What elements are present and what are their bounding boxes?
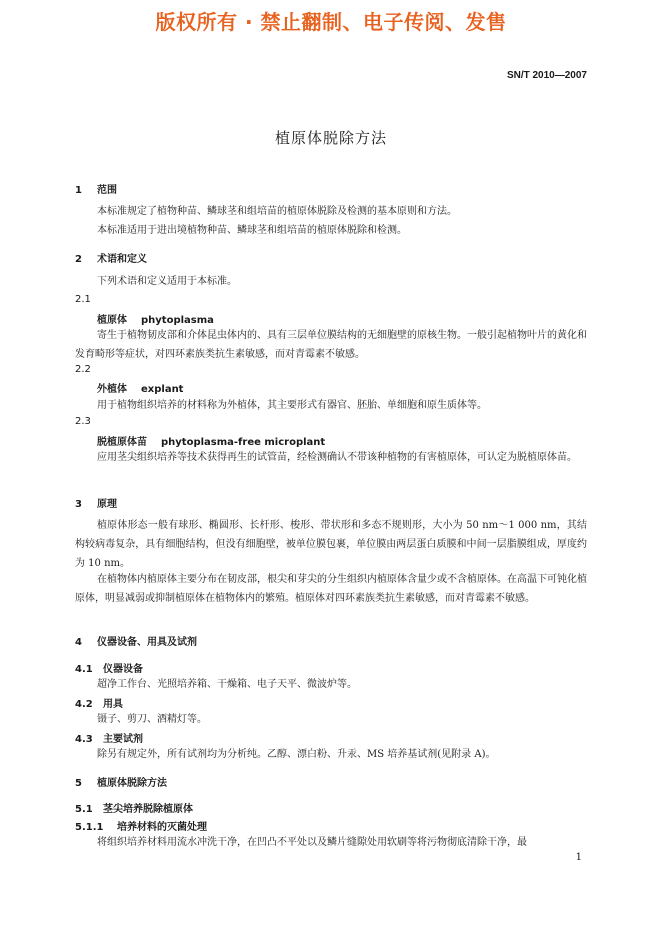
subsection-5-1-1-heading [75, 818, 207, 833]
term-en: explant [141, 384, 184, 395]
subsection-5-1-heading [75, 800, 193, 815]
term-heading [97, 311, 214, 326]
page-number: 1 [575, 852, 582, 863]
copyright-banner: 版权所有 · 禁止翻制、电子传阅、发售 [155, 10, 507, 34]
section-title: 茎尖培养脱除植原体 [103, 804, 193, 815]
section-1-heading [75, 181, 117, 196]
paragraph: 下列术语和定义适用于本标准。 [97, 276, 237, 287]
paragraph: 在植物体内植原体主要分布在韧皮部，根尖和芽尖的分生组织内植原体含量少或不含植原体。在高温下可钝化植原体，明显减弱或抑制植原体在植物体内的繁殖。植原体对四环素族类抗生素敏感，而对青霉素不敏感。 [75, 574, 587, 604]
term-en: phytoplasma [141, 315, 214, 326]
section-5-heading [75, 774, 167, 789]
section-number: 1 [75, 185, 82, 196]
section-title: 培养材料的灭菌处理 [117, 822, 207, 833]
standard-number: SN/T 2010—2007 [506, 70, 587, 81]
document-title: 植原体脱除方法 [274, 129, 387, 147]
section-number: 4.3 [75, 734, 93, 745]
section-title: 仪器设备 [103, 664, 143, 675]
subsection-4-1-heading [75, 660, 143, 675]
term-definition: 应用茎尖组织培养等技术获得再生的试管苗，经检测确认不带该种植物的有害植原体，可认定为脱植原体苗。 [97, 452, 577, 463]
section-2-heading [75, 250, 147, 265]
section-4-heading [75, 633, 197, 648]
section-title: 仪器设备、用具及试剂 [97, 637, 197, 648]
term-number: 2.2 [75, 364, 91, 375]
term-definition: 寄生于植物韧皮部和介体昆虫体内的、具有三层单位膜结构的无细胞壁的原核生物。一般引起植物叶片的黄化和发育畸形等症状，对四环素族类抗生素敏感，而对青霉素不敏感。 [75, 330, 587, 360]
term-en: phytoplasma-free microplant [161, 437, 326, 448]
section-number: 5.1.1 [75, 822, 104, 833]
subsection-4-3-heading [75, 730, 143, 745]
section-number: 4.2 [75, 699, 93, 710]
section-number: 5 [75, 778, 82, 789]
subsection-4-2-heading [75, 695, 123, 710]
paragraph: 本标准规定了植物种苗、鳞球茎和组培苗的植原体脱除及检测的基本原则和方法。 [97, 206, 457, 217]
section-title: 用具 [103, 699, 123, 710]
paragraph: 本标准适用于进出境植物种苗、鳞球茎和组培苗的植原体脱除和检测。 [97, 225, 407, 236]
term-zh: 植原体 [97, 315, 127, 326]
section-title: 原理 [97, 499, 117, 510]
section-title: 术语和定义 [97, 254, 147, 265]
section-title: 主要试剂 [103, 734, 143, 745]
term-zh: 外植体 [97, 384, 127, 395]
term-definition: 用于植物组织培养的材料称为外植体，其主要形式有器官、胚胎、单细胞和原生质体等。 [97, 400, 487, 411]
term-zh: 脱植原体苗 [97, 437, 147, 448]
section-number: 2 [75, 254, 82, 265]
section-3-heading [75, 495, 117, 510]
paragraph: 除另有规定外，所有试剂均为分析纯。乙醇、漂白粉、升汞、MS 培养基试剂(见附录 A)。 [97, 749, 496, 760]
section-number: 3 [75, 499, 82, 510]
term-heading [97, 380, 183, 395]
term-number: 2.1 [75, 294, 91, 305]
paragraph: 植原体形态一般有球形、椭圆形、长杆形、梭形、带状形和多态不规则形，大小为 50 nm～1 000 nm，其结构较病毒复杂，具有细胞结构，但没有细胞壁，被单位膜包裹，单位膜由两层蛋白质膜和中间一层脂膜组成，厚度约为 10 nm。 [75, 520, 587, 569]
section-title: 植原体脱除方法 [97, 778, 167, 789]
section-title: 范围 [97, 185, 117, 196]
term-heading [97, 433, 325, 448]
paragraph: 镊子、剪刀、酒精灯等。 [97, 714, 207, 725]
term-number: 2.3 [75, 416, 91, 427]
section-number: 5.1 [75, 804, 93, 815]
section-number: 4.1 [75, 664, 93, 675]
section-number: 4 [75, 637, 82, 648]
paragraph: 将组织培养材料用流水冲洗干净，在凹凸不平处以及鳞片缝隙处用软刷等将污物彻底清除干净，最 [97, 837, 527, 848]
paragraph: 超净工作台、光照培养箱、干燥箱、电子天平、微波炉等。 [97, 679, 357, 690]
